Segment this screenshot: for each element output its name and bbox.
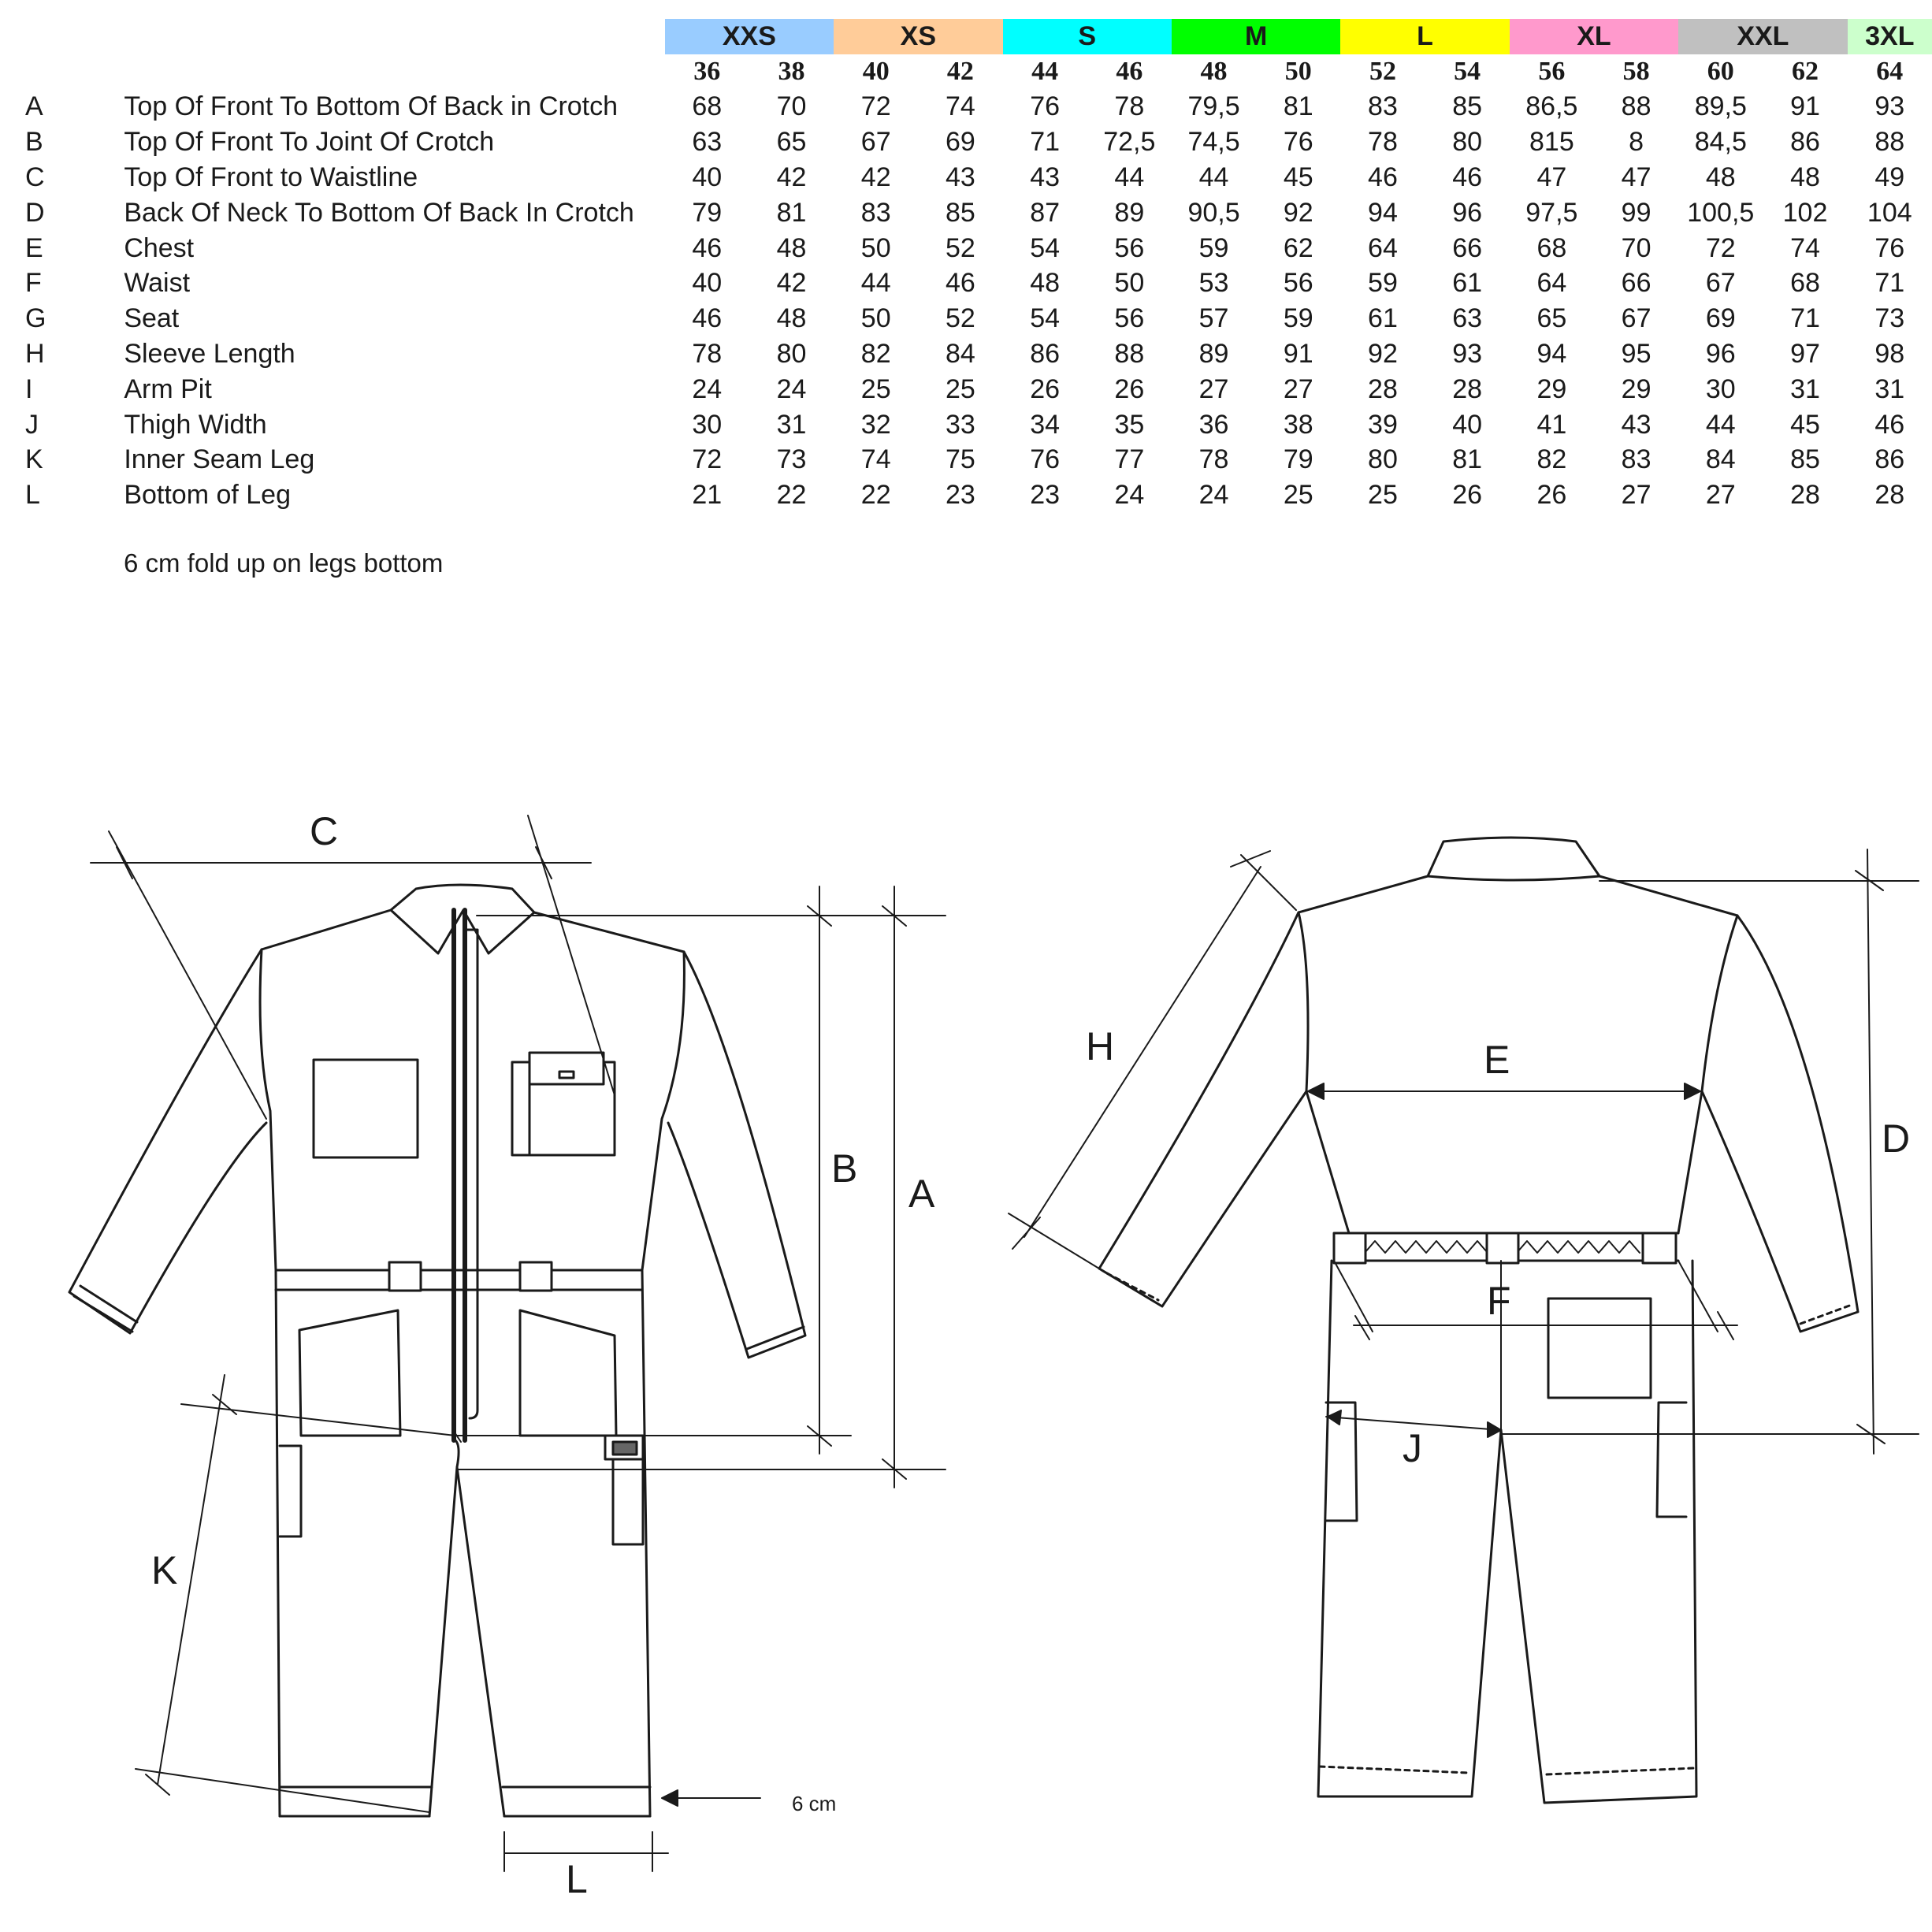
front-dimension-lines	[91, 816, 946, 1871]
row-letter: C	[25, 162, 45, 193]
measurement-value: 22	[860, 480, 891, 511]
measurement-value: 23	[946, 480, 975, 511]
measurement-value: 64	[1536, 268, 1567, 299]
label-fold: 6 cm	[792, 1792, 837, 1815]
row-measurement-name: Thigh Width	[124, 409, 267, 440]
measurement-value: 29	[1621, 373, 1651, 404]
measurement-value: 76	[1283, 127, 1313, 158]
measurement-value: 30	[1705, 373, 1736, 404]
measurement-value: 96	[1705, 339, 1736, 370]
measurement-value: 54	[1030, 303, 1061, 334]
size-group-xl: XL	[1510, 19, 1678, 54]
label-a: A	[908, 1172, 935, 1216]
measurement-value: 59	[1368, 268, 1398, 299]
measurement-value: 44	[1705, 409, 1736, 440]
measurement-value: 30	[692, 409, 723, 440]
row-measurement-name: Chest	[124, 232, 195, 263]
dim-line-h-top	[1241, 855, 1296, 910]
back-view-coverall	[1099, 838, 1858, 1803]
measurement-value: 71	[1874, 268, 1905, 299]
size-group-s: S	[1003, 19, 1172, 54]
measurement-value: 64	[1368, 232, 1398, 263]
measurement-value: 22	[776, 480, 807, 511]
measurement-value: 28	[1874, 480, 1905, 511]
measurement-value: 25	[1368, 480, 1398, 511]
label-h: H	[1086, 1024, 1115, 1068]
measurement-value: 100,5	[1687, 197, 1755, 228]
dim-line-k-top	[181, 1404, 455, 1436]
measurement-value: 31	[1790, 373, 1820, 404]
measurement-value: 89	[1114, 197, 1145, 228]
row-letter: F	[25, 268, 42, 299]
measurement-value: 68	[692, 91, 723, 122]
row-measurement-name: Seat	[124, 303, 180, 334]
measurement-value: 36	[1198, 409, 1229, 440]
measurement-value: 49	[1874, 162, 1905, 193]
measurement-value: 76	[1030, 444, 1061, 475]
measurement-value: 48	[776, 303, 807, 334]
size-number: 44	[1031, 57, 1059, 87]
measurement-value: 31	[1874, 373, 1905, 404]
measurement-value: 95	[1621, 339, 1651, 370]
measurement-value: 26	[1536, 480, 1567, 511]
measurement-value: 82	[1536, 444, 1567, 475]
measurement-value: 83	[1621, 444, 1651, 475]
measurement-value: 48	[1790, 162, 1820, 193]
measurement-value: 86	[1030, 339, 1061, 370]
measurement-value: 44	[1198, 162, 1229, 193]
measurement-value: 67	[1621, 303, 1651, 334]
measurement-value: 44	[1114, 162, 1145, 193]
measurement-value: 78	[1368, 127, 1398, 158]
measurement-value: 88	[1874, 127, 1905, 158]
size-group-xs: XS	[834, 19, 1002, 54]
row-letter: B	[25, 127, 43, 158]
measurement-value: 69	[1705, 303, 1736, 334]
label-j: J	[1403, 1426, 1422, 1470]
measurement-value: 80	[776, 339, 807, 370]
measurement-value: 81	[1452, 444, 1483, 475]
measurement-value: 48	[1705, 162, 1736, 193]
measurement-value: 86	[1790, 127, 1820, 158]
measurement-value: 72	[1705, 232, 1736, 263]
measurement-value: 24	[776, 373, 807, 404]
measurement-value: 35	[1114, 409, 1145, 440]
size-number: 38	[778, 57, 805, 87]
size-number: 56	[1538, 57, 1566, 87]
measurement-value: 97	[1790, 339, 1820, 370]
label-c: C	[310, 809, 339, 853]
measurement-value: 43	[1030, 162, 1061, 193]
measurement-value: 48	[776, 232, 807, 263]
size-group-l: L	[1340, 19, 1509, 54]
label-e: E	[1484, 1038, 1510, 1082]
measurement-value: 94	[1368, 197, 1398, 228]
measurement-value: 75	[946, 444, 975, 475]
measurement-value: 26	[1030, 373, 1061, 404]
measurement-value: 86	[1874, 444, 1905, 475]
row-measurement-name: Top Of Front to Waistline	[124, 162, 418, 193]
measurement-value: 67	[860, 127, 891, 158]
measurement-value: 46	[692, 303, 723, 334]
measurement-value: 32	[860, 409, 891, 440]
measurement-value: 40	[692, 162, 723, 193]
measurement-value: 24	[1198, 480, 1229, 511]
measurement-value: 80	[1368, 444, 1398, 475]
measurement-value: 46	[1368, 162, 1398, 193]
measurement-value: 76	[1874, 232, 1905, 263]
measurement-value: 74,5	[1187, 127, 1240, 158]
measurement-value: 25	[1283, 480, 1313, 511]
measurement-value: 104	[1867, 197, 1912, 228]
measurement-value: 47	[1621, 162, 1651, 193]
measurement-value: 46	[1452, 162, 1483, 193]
measurement-value: 72	[860, 91, 891, 122]
measurement-value: 31	[776, 409, 807, 440]
measurement-value: 45	[1790, 409, 1820, 440]
measurement-value: 84	[1705, 444, 1736, 475]
measurement-value: 71	[1030, 127, 1061, 158]
measurement-value: 56	[1114, 303, 1145, 334]
measurement-value: 74	[1790, 232, 1820, 263]
measurement-value: 33	[946, 409, 975, 440]
measurement-value: 96	[1452, 197, 1483, 228]
row-measurement-name: Waist	[124, 268, 191, 299]
measurement-value: 84	[946, 339, 975, 370]
measurement-value: 92	[1283, 197, 1313, 228]
measurement-value: 91	[1283, 339, 1313, 370]
measurement-value: 83	[1368, 91, 1398, 122]
measurement-value: 46	[946, 268, 975, 299]
row-measurement-name: Arm Pit	[124, 373, 212, 404]
measurement-value: 73	[1874, 303, 1905, 334]
measurement-value: 79	[1283, 444, 1313, 475]
measurement-value: 25	[946, 373, 975, 404]
measurement-value: 59	[1198, 232, 1229, 263]
size-group-xxs: XXS	[665, 19, 834, 54]
measurement-value: 66	[1621, 268, 1651, 299]
measurement-value: 28	[1368, 373, 1398, 404]
measurement-value: 23	[1030, 480, 1061, 511]
row-letter: G	[25, 303, 46, 334]
row-measurement-name: Sleeve Length	[124, 339, 295, 370]
measurement-value: 88	[1621, 91, 1651, 122]
measurement-value: 90,5	[1187, 197, 1240, 228]
measurement-value: 47	[1536, 162, 1567, 193]
label-d: D	[1882, 1116, 1911, 1161]
row-letter: K	[25, 444, 43, 475]
measurement-value: 41	[1536, 409, 1567, 440]
measurement-value: 61	[1368, 303, 1398, 334]
measurement-value: 27	[1621, 480, 1651, 511]
measurement-value: 80	[1452, 127, 1483, 158]
size-group-xxl: XXL	[1678, 19, 1847, 54]
measurement-value: 21	[692, 480, 723, 511]
measurement-value: 25	[860, 373, 891, 404]
measurement-value: 63	[1452, 303, 1483, 334]
measurement-value: 27	[1283, 373, 1313, 404]
label-b: B	[831, 1146, 858, 1191]
measurement-value: 62	[1283, 232, 1313, 263]
measurement-value: 85	[1790, 444, 1820, 475]
size-group-m: M	[1172, 19, 1340, 54]
measurement-value: 52	[946, 303, 975, 334]
measurement-value: 74	[860, 444, 891, 475]
measurement-value: 98	[1874, 339, 1905, 370]
measurement-value: 76	[1030, 91, 1061, 122]
measurement-value: 42	[860, 162, 891, 193]
measurement-value: 44	[860, 268, 891, 299]
row-letter: D	[25, 197, 45, 228]
size-group-3xl: 3XL	[1848, 19, 1932, 54]
size-number: 46	[1116, 57, 1143, 87]
measurement-value: 57	[1198, 303, 1229, 334]
measurement-value: 65	[1536, 303, 1567, 334]
measurement-value: 42	[776, 162, 807, 193]
size-number: 42	[946, 57, 974, 87]
measurement-value: 26	[1114, 373, 1145, 404]
measurement-value: 50	[1114, 268, 1145, 299]
measurement-value: 65	[776, 127, 807, 158]
row-letter: H	[25, 339, 45, 370]
measurement-value: 94	[1536, 339, 1567, 370]
measurement-value: 66	[1452, 232, 1483, 263]
measurement-value: 40	[692, 268, 723, 299]
size-number: 40	[862, 57, 890, 87]
measurement-value: 78	[692, 339, 723, 370]
measurement-value: 63	[692, 127, 723, 158]
measurement-value: 89,5	[1694, 91, 1747, 122]
row-measurement-name: Bottom of Leg	[124, 480, 291, 511]
measurement-value: 91	[1790, 91, 1820, 122]
measurement-value: 27	[1198, 373, 1229, 404]
measurement-value: 52	[946, 232, 975, 263]
fold-note: 6 cm fold up on legs bottom	[124, 548, 444, 578]
size-number: 58	[1622, 57, 1650, 87]
measurement-value: 85	[946, 197, 975, 228]
size-number: 48	[1200, 57, 1228, 87]
dim-line-k-bottom	[136, 1769, 429, 1812]
row-letter: J	[25, 409, 39, 440]
measurement-value: 97,5	[1525, 197, 1578, 228]
measurement-value: 78	[1114, 91, 1145, 122]
measurement-value: 72	[692, 444, 723, 475]
measurement-value: 34	[1030, 409, 1061, 440]
measurement-value: 87	[1030, 197, 1061, 228]
row-measurement-name: Top Of Front To Bottom Of Back in Crotch	[124, 91, 619, 122]
measurement-value: 85	[1452, 91, 1483, 122]
back-dimension-lines	[1009, 849, 1919, 1454]
measurement-value: 48	[1030, 268, 1061, 299]
row-measurement-name: Inner Seam Leg	[124, 444, 315, 475]
size-number: 62	[1791, 57, 1819, 87]
measurement-value: 28	[1790, 480, 1820, 511]
measurement-value: 46	[1874, 409, 1905, 440]
measurement-value: 81	[776, 197, 807, 228]
measurement-value: 50	[860, 303, 891, 334]
fold-arrow-head	[662, 1790, 678, 1806]
measurement-value: 8	[1629, 127, 1644, 158]
measurement-value: 73	[776, 444, 807, 475]
dim-line-h-bottom	[1009, 1213, 1099, 1269]
dim-line-d	[1867, 849, 1874, 1454]
measurement-value: 89	[1198, 339, 1229, 370]
row-measurement-name: Top Of Front To Joint Of Crotch	[124, 127, 495, 158]
size-number: 54	[1454, 57, 1481, 87]
measurement-value: 68	[1536, 232, 1567, 263]
label-k: K	[151, 1548, 178, 1592]
measurement-value: 38	[1283, 409, 1313, 440]
measurement-value: 79	[692, 197, 723, 228]
measurement-value: 92	[1368, 339, 1398, 370]
size-number: 52	[1369, 57, 1396, 87]
measurement-value: 27	[1705, 480, 1736, 511]
measurement-value: 46	[692, 232, 723, 263]
measurement-value: 99	[1621, 197, 1651, 228]
measurement-value: 29	[1536, 373, 1567, 404]
measurement-value: 74	[946, 91, 975, 122]
label-l: L	[566, 1857, 588, 1901]
size-number: 50	[1284, 57, 1312, 87]
row-measurement-name: Back Of Neck To Bottom Of Back In Crotch	[124, 197, 634, 228]
measurement-value: 69	[946, 127, 975, 158]
measurement-value: 28	[1452, 373, 1483, 404]
measurement-value: 79,5	[1187, 91, 1240, 122]
measurement-value: 71	[1790, 303, 1820, 334]
label-f: F	[1487, 1279, 1511, 1323]
measurement-value: 45	[1283, 162, 1313, 193]
measurement-value: 83	[860, 197, 891, 228]
measurement-value: 26	[1452, 480, 1483, 511]
measurement-value: 82	[860, 339, 891, 370]
measurement-value: 81	[1283, 91, 1313, 122]
measurement-value: 43	[946, 162, 975, 193]
row-letter: A	[25, 91, 43, 122]
row-letter: L	[25, 480, 40, 511]
measurement-value: 24	[1114, 480, 1145, 511]
measurement-value: 39	[1368, 409, 1398, 440]
measurement-value: 59	[1283, 303, 1313, 334]
measurement-value: 70	[1621, 232, 1651, 263]
size-number: 36	[693, 57, 721, 87]
measurement-value: 102	[1782, 197, 1828, 228]
measurement-value: 78	[1198, 444, 1229, 475]
measurement-value: 93	[1874, 91, 1905, 122]
measurement-value: 67	[1705, 268, 1736, 299]
measurement-value: 54	[1030, 232, 1061, 263]
measurement-value: 815	[1529, 127, 1574, 158]
measurement-value: 42	[776, 268, 807, 299]
measurement-value: 84,5	[1694, 127, 1747, 158]
measurement-value: 53	[1198, 268, 1229, 299]
measurement-value: 56	[1283, 268, 1313, 299]
measurement-value: 50	[860, 232, 891, 263]
measurement-value: 24	[692, 373, 723, 404]
size-number: 64	[1876, 57, 1904, 87]
row-letter: I	[25, 373, 33, 404]
measurement-value: 93	[1452, 339, 1483, 370]
measurement-value: 40	[1452, 409, 1483, 440]
measurement-value: 43	[1621, 409, 1651, 440]
measurement-value: 68	[1790, 268, 1820, 299]
measurement-value: 77	[1114, 444, 1145, 475]
measurement-value: 88	[1114, 339, 1145, 370]
front-view-coverall	[69, 885, 805, 1816]
measurement-value: 86,5	[1525, 91, 1578, 122]
measurement-value: 70	[776, 91, 807, 122]
measurement-value: 72,5	[1103, 127, 1156, 158]
size-number: 60	[1707, 57, 1734, 87]
row-letter: E	[25, 232, 43, 263]
measurement-value: 56	[1114, 232, 1145, 263]
measurement-value: 61	[1452, 268, 1483, 299]
